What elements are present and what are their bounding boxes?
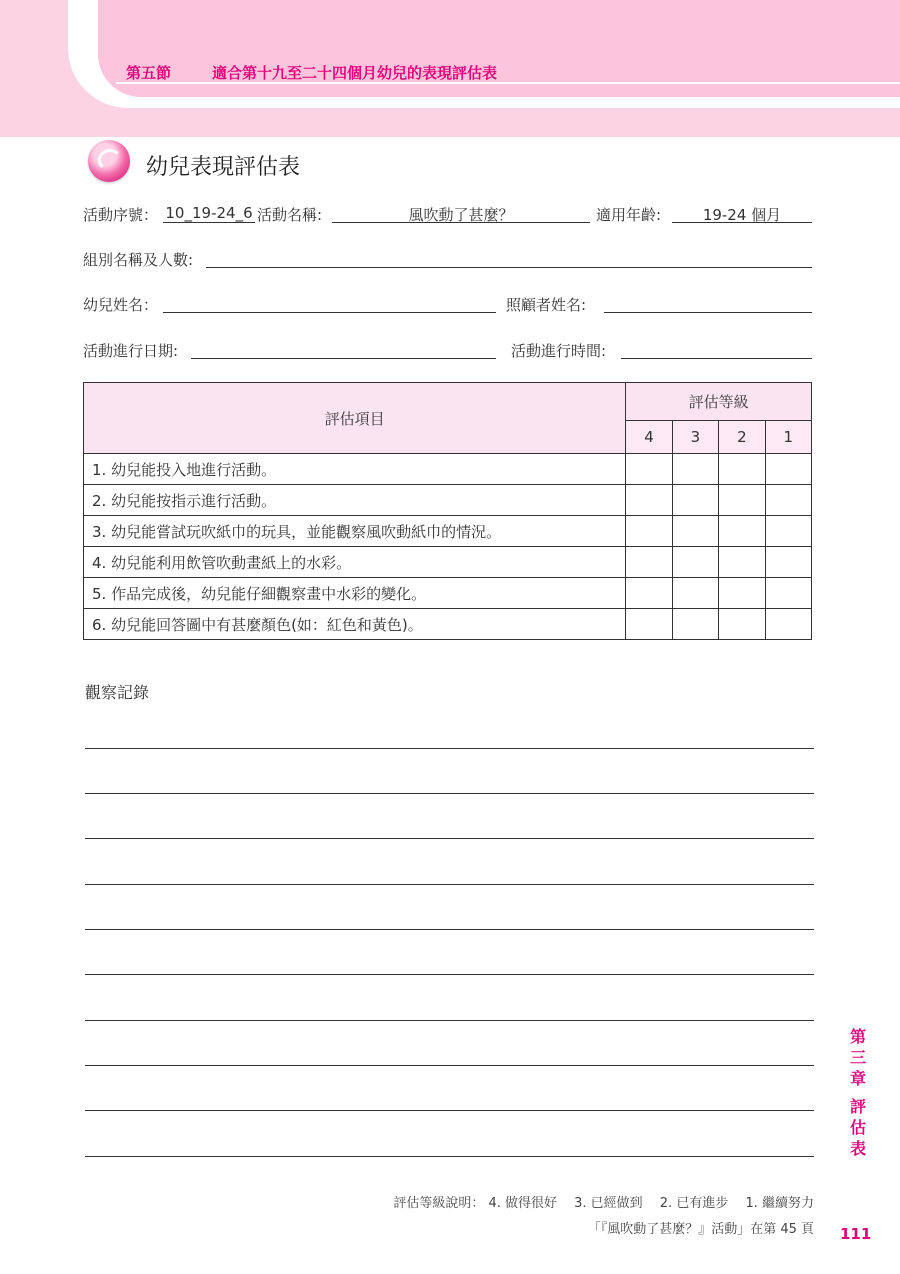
observation-line[interactable]	[85, 1156, 814, 1157]
grade-cell[interactable]	[626, 609, 672, 640]
side-title-label	[845, 1096, 871, 1159]
grade-2: 2	[719, 421, 765, 454]
time-label: 活動進行時間:	[511, 342, 607, 360]
observation-line[interactable]	[85, 793, 814, 794]
page-number: 111	[840, 1225, 872, 1243]
grade-cell[interactable]	[765, 609, 811, 640]
table-header-row	[84, 383, 812, 421]
grade-cell[interactable]	[765, 454, 811, 485]
evaluation-table	[83, 382, 812, 640]
side-char: 第	[849, 1027, 866, 1046]
grade-header: 評估等級	[626, 383, 812, 421]
child-name-field[interactable]	[163, 294, 496, 313]
grade-cell[interactable]	[626, 485, 672, 516]
grade-cell[interactable]	[672, 609, 718, 640]
activity-reference: 「『風吹動了甚麼？』活動」在第 45 頁	[587, 1222, 814, 1237]
grade-cell[interactable]	[626, 454, 672, 485]
grade-3: 3	[672, 421, 718, 454]
age-field[interactable]: 19-24 個月	[672, 204, 812, 223]
item-text: 5. 作品完成後，幼兒能仔細觀察畫中水彩的變化。	[84, 578, 626, 609]
time-field[interactable]	[621, 340, 812, 359]
grade-cell[interactable]	[672, 485, 718, 516]
grade-cell[interactable]	[719, 547, 765, 578]
group-field[interactable]	[206, 249, 812, 268]
section-label: 第五節	[126, 64, 172, 82]
grade-cell[interactable]	[765, 578, 811, 609]
grade-cell[interactable]	[719, 609, 765, 640]
pearl-bullet-icon	[88, 140, 130, 182]
observation-line[interactable]	[85, 748, 814, 749]
child-name-label: 幼兒姓名：	[83, 296, 159, 314]
side-char: 評	[849, 1097, 866, 1116]
side-char: 三	[849, 1048, 866, 1067]
grade-cell[interactable]	[765, 485, 811, 516]
item-text: 3. 幼兒能嘗試玩吹紙巾的玩具，並能觀察風吹動紙巾的情況。	[84, 516, 626, 547]
item-text: 6. 幼兒能回答圖中有甚麼顏色(如：紅色和黃色)。	[84, 609, 626, 640]
observation-line[interactable]	[85, 974, 814, 975]
grade-cell[interactable]	[672, 547, 718, 578]
grade-cell[interactable]	[719, 516, 765, 547]
date-label: 活動進行日期:	[83, 342, 179, 360]
section-title: 適合第十九至二十四個月幼兒的表現評估表	[212, 64, 498, 82]
grade-cell[interactable]	[765, 547, 811, 578]
item-header: 評估項目	[84, 383, 626, 454]
grade-1: 1	[765, 421, 811, 454]
table-row	[84, 485, 812, 516]
grade-cell[interactable]	[626, 547, 672, 578]
observation-line[interactable]	[85, 1065, 814, 1066]
observation-line[interactable]	[85, 1020, 814, 1021]
grade-cell[interactable]	[719, 485, 765, 516]
table-row	[84, 516, 812, 547]
activity-no-field[interactable]: 10_19-24_6	[163, 204, 255, 223]
side-char: 章	[849, 1069, 866, 1088]
table-row	[84, 609, 812, 640]
grade-cell[interactable]	[719, 454, 765, 485]
observation-line[interactable]	[85, 838, 814, 839]
side-chapter-label	[845, 1026, 871, 1089]
grade-cell[interactable]	[765, 516, 811, 547]
table-row	[84, 547, 812, 578]
grade-cell[interactable]	[672, 578, 718, 609]
activity-no-label: 活動序號：	[83, 206, 159, 224]
grade-cell[interactable]	[672, 516, 718, 547]
observation-label: 觀察記錄	[85, 683, 150, 702]
item-text: 1. 幼兒能投入地進行活動。	[84, 454, 626, 485]
grade-cell[interactable]	[672, 454, 718, 485]
activity-name-label: 活動名稱:	[257, 206, 323, 224]
page-title: 幼兒表現評估表	[146, 155, 301, 180]
observation-line[interactable]	[85, 1110, 814, 1111]
item-text: 4. 幼兒能利用飲管吹動畫紙上的水彩。	[84, 547, 626, 578]
grade-legend: 評估等級說明： 4. 做得很好 3. 已經做到 2. 已有進步 1. 繼續努力	[393, 1196, 814, 1211]
grade-cell[interactable]	[626, 578, 672, 609]
age-label: 適用年齡:	[596, 206, 662, 224]
group-label: 組別名稱及人數:	[83, 251, 194, 269]
header-inner-panel	[96, 0, 900, 99]
item-text: 2. 幼兒能按指示進行活動。	[84, 485, 626, 516]
table-row	[84, 578, 812, 609]
side-char: 估	[849, 1118, 866, 1137]
grade-cell[interactable]	[626, 516, 672, 547]
observation-line[interactable]	[85, 884, 814, 885]
carer-name-field[interactable]	[604, 294, 812, 313]
carer-name-label: 照顧者姓名:	[506, 296, 587, 314]
side-char: 表	[849, 1139, 866, 1158]
table-row	[84, 454, 812, 485]
activity-name-field[interactable]: 風吹動了甚麼？	[332, 204, 590, 223]
grade-4: 4	[626, 421, 672, 454]
observation-line[interactable]	[85, 929, 814, 930]
grade-cell[interactable]	[719, 578, 765, 609]
date-field[interactable]	[191, 340, 496, 359]
